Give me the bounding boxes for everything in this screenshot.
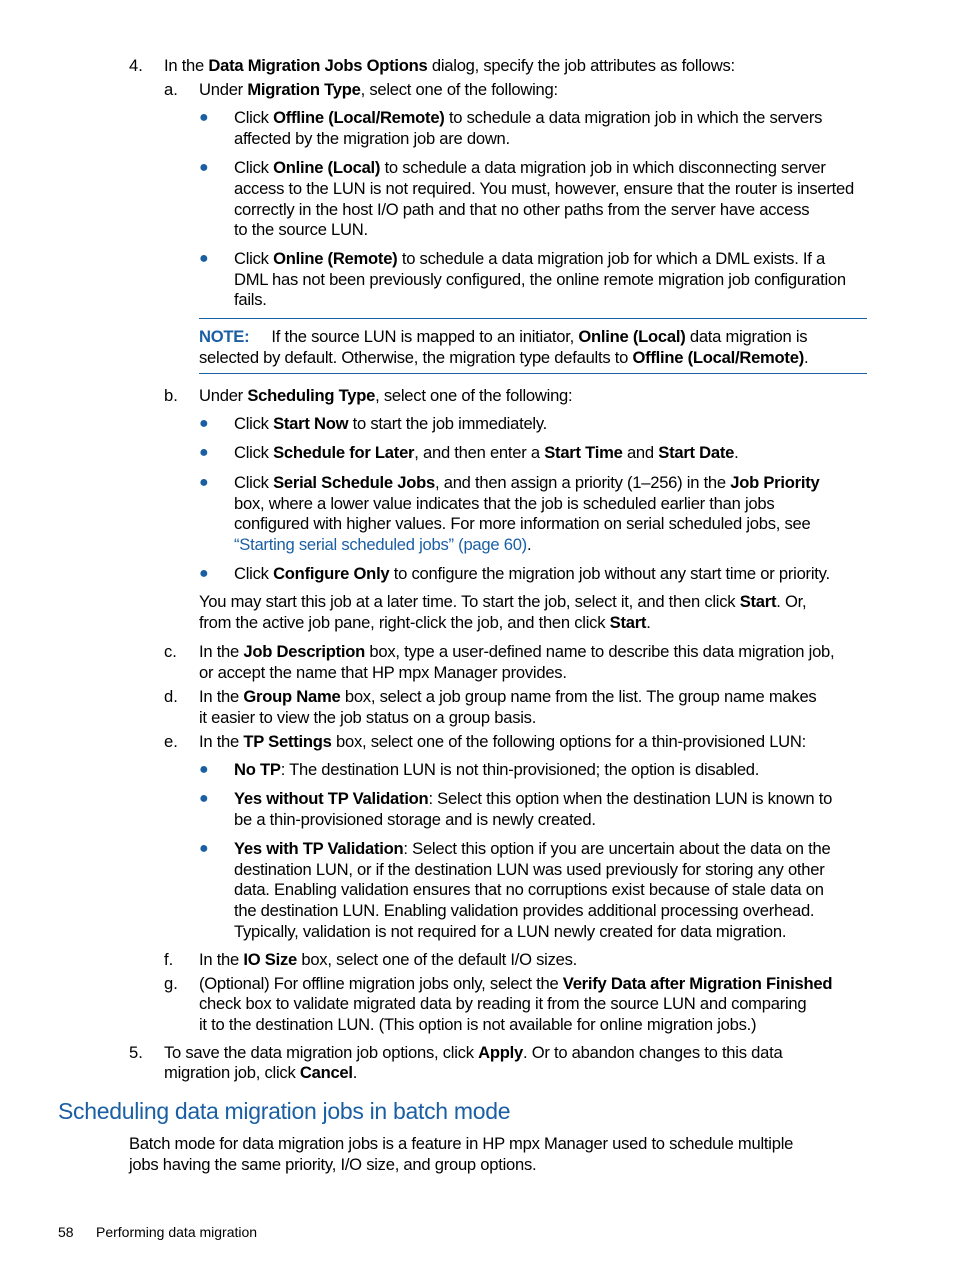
step-number: 4. bbox=[129, 56, 143, 75]
bullet-text-cont: fails. bbox=[234, 290, 267, 309]
substep-marker: a. bbox=[164, 80, 178, 99]
substep-marker: b. bbox=[164, 386, 178, 405]
bullet-text: Click Start Now to start the job immediately. bbox=[234, 414, 548, 433]
substep-d-text-cont: it easier to view the job status on a group basis. bbox=[199, 708, 537, 727]
bullet-text: Yes with TP Validation: Select this option if you are uncertain about the data on the bbox=[234, 839, 831, 858]
step5-text: To save the data migration job options, click Apply. Or to abandon changes to this data bbox=[164, 1043, 783, 1062]
bullet-dot-icon: ● bbox=[199, 109, 209, 126]
page-number: 58 bbox=[58, 1224, 74, 1240]
bullet-text-cont: access to the LUN is not required. You must, however, ensure that the router is inserted bbox=[234, 179, 854, 198]
substep-b-intro: Under Scheduling Type, select one of the following: bbox=[199, 386, 573, 405]
bullet-text: Click Schedule for Later, and then enter a Start Time and Start Date. bbox=[234, 443, 739, 462]
bullet-text: Click Online (Local) to schedule a data migration job in which disconnecting server bbox=[234, 158, 826, 177]
note-line-2: selected by default. Otherwise, the migration type defaults to Offline (Local/Remote). bbox=[199, 348, 809, 367]
paragraph-line: from the active job pane, right-click the job, and then click Start. bbox=[199, 613, 651, 632]
bullet-text-cont: box, where a lower value indicates that the job is scheduled earlier than jobs bbox=[234, 494, 775, 513]
bullet-dot-icon: ● bbox=[199, 761, 209, 778]
substep-e-text: In the TP Settings box, select one of the following options for a thin-provisioned LUN: bbox=[199, 732, 807, 751]
bullet-text: Click Serial Schedule Jobs, and then assign a priority (1–256) in the Job Priority bbox=[234, 473, 820, 492]
section-body-line: Batch mode for data migration jobs is a feature in HP mpx Manager used to schedule multiple bbox=[129, 1134, 794, 1153]
bullet-text-cont: affected by the migration job are down. bbox=[234, 129, 510, 148]
bullet-dot-icon: ● bbox=[199, 444, 209, 461]
bullet-dot-icon: ● bbox=[199, 790, 209, 807]
note-top-rule bbox=[199, 318, 867, 319]
note-line-1: NOTE: If the source LUN is mapped to an initiator, Online (Local) data migration is bbox=[199, 327, 808, 346]
section-body-line: jobs having the same priority, I/O size, and group options. bbox=[129, 1155, 537, 1174]
substep-marker: c. bbox=[164, 642, 177, 661]
substep-g-text-cont: it to the destination LUN. (This option is not available for online migration jobs.) bbox=[199, 1015, 757, 1034]
bullet-dot-icon: ● bbox=[199, 159, 209, 176]
note-bottom-rule bbox=[199, 373, 867, 374]
bullet-text: Click Configure Only to configure the migration job without any start time or priority. bbox=[234, 564, 830, 583]
bullet-dot-icon: ● bbox=[199, 840, 209, 857]
substep-c-text: In the Job Description box, type a user-defined name to describe this data migration job, bbox=[199, 642, 835, 661]
bullet-text: No TP: The destination LUN is not thin-provisioned; the option is disabled. bbox=[234, 760, 760, 779]
substep-f-text: In the IO Size box, select one of the default I/O sizes. bbox=[199, 950, 578, 969]
bullet-dot-icon: ● bbox=[199, 415, 209, 432]
bullet-text-cont: correctly in the host I/O path and that no other paths from the server have access bbox=[234, 200, 810, 219]
bullet-text-cont: “Starting serial scheduled jobs” (page 60). bbox=[234, 535, 532, 554]
bullet-text: Click Online (Remote) to schedule a data migration job for which a DML exists. If a bbox=[234, 249, 825, 268]
step5-text-cont: migration job, click Cancel. bbox=[164, 1063, 358, 1082]
substep-marker: f. bbox=[164, 950, 174, 969]
substep-d-text: In the Group Name box, select a job group name from the list. The group name makes bbox=[199, 687, 817, 706]
bullet-text: Yes without TP Validation: Select this option when the destination LUN is known to bbox=[234, 789, 833, 808]
step-number: 5. bbox=[129, 1043, 143, 1062]
bullet-text-cont: Typically, validation is not required for a LUN newly created for data migration. bbox=[234, 922, 787, 941]
substep-a-intro: Under Migration Type, select one of the following: bbox=[199, 80, 558, 99]
bullet-dot-icon: ● bbox=[199, 474, 209, 491]
section-heading: Scheduling data migration jobs in batch mode bbox=[58, 1098, 511, 1124]
substep-g-text-cont: check box to validate migrated data by reading it from the source LUN and comparing bbox=[199, 994, 807, 1013]
bullet-text-cont: the destination LUN. Enabling validation provides additional processing overhead. bbox=[234, 901, 815, 920]
note-label: NOTE: bbox=[199, 327, 250, 346]
substep-marker: e. bbox=[164, 732, 178, 751]
bullet-text-cont: be a thin-provisioned storage and is newly created. bbox=[234, 810, 596, 829]
paragraph-line: You may start this job at a later time. To start the job, select it, and then click Start. Or, bbox=[199, 592, 807, 611]
bullet-text-cont: DML has not been previously configured, the online remote migration job configuration bbox=[234, 270, 846, 289]
bullet-text-cont: destination LUN, or if the destination LUN was used previously for storing any other bbox=[234, 860, 825, 879]
substep-marker: d. bbox=[164, 687, 178, 706]
substep-marker: g. bbox=[164, 974, 178, 993]
step4-intro: In the Data Migration Jobs Options dialog, specify the job attributes as follows: bbox=[164, 56, 735, 75]
bullet-dot-icon: ● bbox=[199, 250, 209, 267]
bullet-dot-icon: ● bbox=[199, 565, 209, 582]
footer-chapter-title: Performing data migration bbox=[96, 1224, 258, 1240]
cross-reference-link[interactable]: “Starting serial scheduled jobs” (page 60) bbox=[234, 535, 527, 554]
bullet-text-cont: to the source LUN. bbox=[234, 220, 368, 239]
substep-c-text-cont: or accept the name that HP mpx Manager provides. bbox=[199, 663, 567, 682]
bullet-text-cont: configured with higher values. For more information on serial scheduled jobs, see bbox=[234, 514, 811, 533]
substep-g-text: (Optional) For offline migration jobs only, select the Verify Data after Migration Finished bbox=[199, 974, 833, 993]
bullet-text: Click Offline (Local/Remote) to schedule a data migration job in which the servers bbox=[234, 108, 823, 127]
bullet-text-cont: data. Enabling validation ensures that no corruptions exist because of stale data on bbox=[234, 880, 824, 899]
